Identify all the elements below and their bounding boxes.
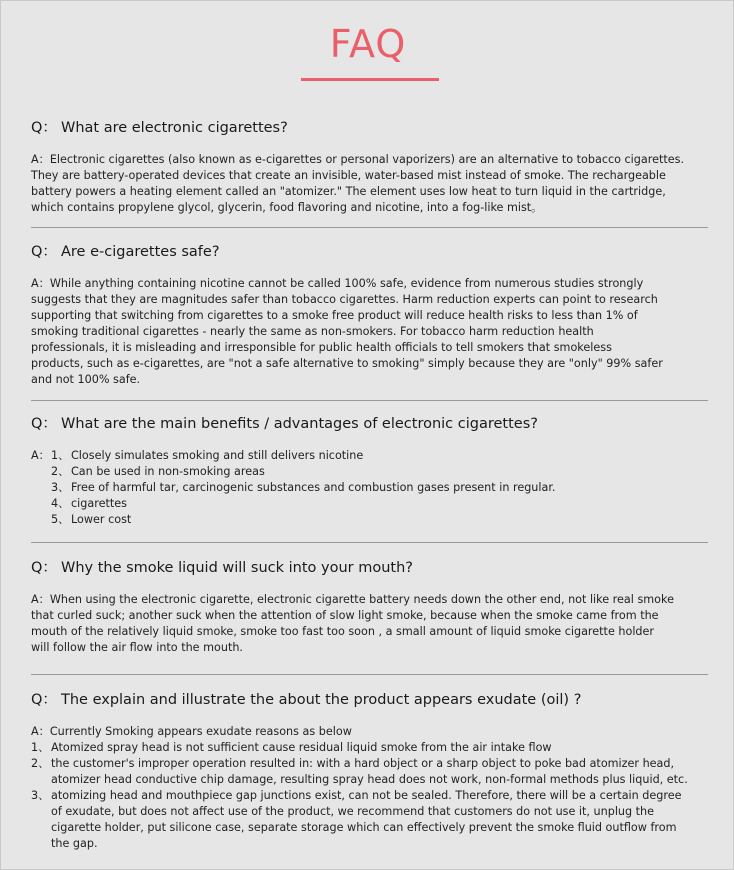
answer-line: supporting that switching from cigarettes to a smoke free product will reduce health risks to less than 1% of (31, 309, 638, 322)
list-item (31, 448, 711, 464)
list-text: the customer's improper operation resulted in: with a hard object or a sharp object to poke bad atomizer head, (51, 757, 675, 770)
list-text-continuation: of exudate, but does not affect use of the product, we recommend that customers do not use it, unplug the (51, 805, 655, 818)
question-text: Are e-cigarettes safe? (61, 244, 220, 260)
list-item (31, 496, 711, 512)
list-item (31, 512, 711, 528)
list-text: Lower cost (71, 513, 132, 526)
faq-item-smoke-liquid (31, 558, 711, 656)
answer-line: They are battery-operated devices that create an invisible, water-based mist instead of smoke. The rechargeable (31, 169, 666, 182)
list-item (31, 464, 711, 480)
answer-line: which contains propylene glycol, glycerin, food flavoring and nicotine, into a fog-like mist。 (31, 201, 543, 214)
title-underline (301, 78, 439, 81)
section-divider (31, 542, 708, 543)
list-number: 3、 (31, 789, 50, 802)
list-item (31, 740, 711, 756)
faq-question (31, 414, 711, 434)
question-text: What are the main benefits / advantages of electronic cigarettes? (61, 416, 538, 432)
list-text-continuation: the gap. (51, 837, 98, 850)
list-number: 1、 (31, 741, 50, 754)
faq-question (31, 242, 711, 262)
faq-header (1, 19, 734, 69)
list-number: 4、 (51, 497, 70, 510)
section-divider (31, 227, 708, 228)
answer-intro: A：Currently Smoking appears exudate reasons as below (31, 725, 352, 738)
list-text-continuation: cigarette holder, put silicone case, separate storage which can effectively prevent the smoke fluid outflow from (51, 821, 677, 834)
list-text: Closely simulates smoking and still delivers nicotine (71, 449, 364, 462)
list-number: 1、 (51, 449, 70, 462)
list-text: Free of harmful tar, carcinogenic substances and combustion gases present in regular. (71, 481, 556, 494)
faq-question (31, 690, 711, 710)
answer-line: A：Electronic cigarettes (also known as e-cigarettes or personal vaporizers) are an alternative to tobacco cigarettes. (31, 153, 685, 166)
faq-answer (31, 276, 711, 388)
answer-line: suggests that they are magnitudes safer than tobacco cigarettes. Harm reduction experts can point to research (31, 293, 658, 306)
list-text: Can be used in non-smoking areas (71, 465, 265, 478)
faq-item-benefits (31, 414, 711, 528)
faq-question (31, 118, 711, 138)
answer-prefix: A： (31, 449, 50, 462)
question-prefix: Q： (31, 244, 57, 260)
list-text: Atomized spray head is not sufficient cause residual liquid smoke from the air intake flow (51, 741, 552, 754)
list-item (31, 788, 711, 804)
faq-answer (31, 592, 711, 656)
faq-item-exudate (31, 690, 711, 852)
answer-line: products, such as e-cigarettes, are "not a safe alternative to smoking" simply because they are "only" 99% safer (31, 357, 663, 370)
list-item (31, 480, 711, 496)
question-text: Why the smoke liquid will suck into your mouth? (61, 560, 414, 576)
answer-line: professionals, it is misleading and irresponsible for public health officials to tell smokers that smokeless (31, 341, 612, 354)
answer-line: battery powers a heating element called an "atomizer." The element uses low heat to turn liquid in the cartridge, (31, 185, 666, 198)
list-number: 2、 (51, 465, 70, 478)
question-prefix: Q： (31, 120, 57, 136)
page-title: FAQ (329, 22, 407, 66)
list-text-continuation: atomizer head conductive chip damage, resulting spray head does not work, non-formal methods plus liquid, etc. (51, 773, 688, 786)
question-text: The explain and illustrate the about the product appears exudate (oil) ? (61, 692, 582, 708)
list-number: 3、 (51, 481, 70, 494)
answer-line: A：While anything containing nicotine cannot be called 100% safe, evidence from numerous studies strongly (31, 277, 644, 290)
question-text: What are electronic cigarettes? (61, 120, 288, 136)
faq-answer (31, 724, 711, 852)
list-number: 2、 (31, 757, 50, 770)
question-prefix: Q： (31, 692, 57, 708)
section-divider (31, 400, 708, 401)
list-number: 5、 (51, 513, 70, 526)
faq-answer (31, 152, 711, 216)
answer-line: smoking traditional cigarettes - nearly the same as non-smokers. For tobacco harm reduction health (31, 325, 594, 338)
answer-line: mouth of the relatively liquid smoke, smoke too fast too soon , a small amount of liquid smoke cigarette holder (31, 625, 655, 638)
list-text: atomizing head and mouthpiece gap junctions exist, can not be sealed. Therefore, there will be a certain degree (51, 789, 682, 802)
section-divider (31, 674, 708, 675)
list-text: cigarettes (71, 497, 127, 510)
question-prefix: Q： (31, 416, 57, 432)
answer-line: that curled suck; another suck when the attention of slow light smoke, because when the smoke came from the (31, 609, 659, 622)
faq-item-electronic-cigarettes (31, 118, 711, 216)
faq-item-safety (31, 242, 711, 388)
answer-line: and not 100% safe. (31, 373, 141, 386)
list-item (31, 756, 711, 772)
question-prefix: Q： (31, 560, 57, 576)
answer-line: will follow the air flow into the mouth. (31, 641, 243, 654)
faq-answer (31, 448, 711, 528)
faq-question (31, 558, 711, 578)
answer-line: A：When using the electronic cigarette, electronic cigarette battery needs down the other end, not like real smoke (31, 593, 674, 606)
